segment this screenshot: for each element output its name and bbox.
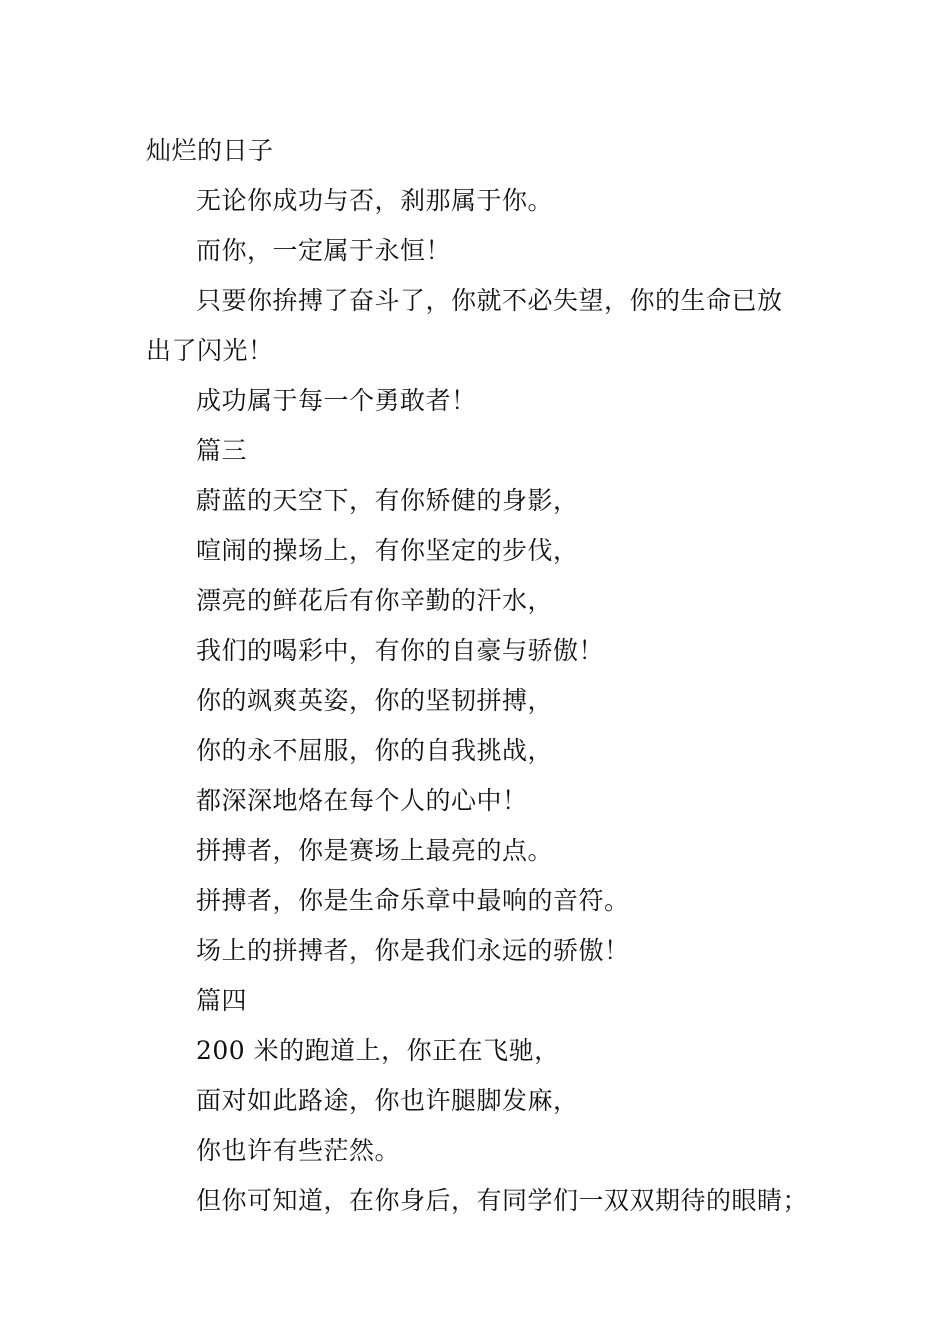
text-line: 蔚蓝的天空下，有你矫健的身影，: [196, 486, 579, 515]
text-line: 我们的喝彩中，有你的自豪与骄傲！: [196, 636, 605, 665]
text-line: 成功属于每一个勇敢者！: [196, 386, 477, 415]
document-body: [146, 126, 816, 1226]
text-line-title: 灿烂的日子: [146, 136, 274, 165]
section-heading: 篇四: [196, 986, 248, 1015]
text-line: 喧闹的操场上，有你坚定的步伐，: [196, 536, 579, 565]
text-line: 你的永不屈服，你的自我挑战，: [196, 736, 554, 765]
text-line: 无论你成功与否，刹那属于你。: [196, 186, 554, 215]
text-line: 场上的拼搏者，你是我们永远的骄傲！: [196, 936, 630, 965]
text-line: 你的飒爽英姿，你的坚韧拼搏，: [196, 686, 554, 715]
text-line-continuation: 出了闪光！: [146, 336, 274, 365]
text-line: 都深深地烙在每个人的心中！: [196, 786, 528, 815]
text-line: 只要你拚搏了奋斗了，你就不必失望，你的生命已放: [196, 286, 783, 315]
text-line: 但你可知道，在你身后，有同学们一双双期待的眼睛；: [196, 1186, 809, 1215]
text-line: 200 米的跑道上，你正在飞驰，: [196, 1036, 560, 1065]
text-line: 拼搏者，你是生命乐章中最响的音符。: [196, 886, 630, 915]
text-line: 漂亮的鲜花后有你辛勤的汗水，: [196, 586, 554, 615]
text-line: 而你，一定属于永恒！: [196, 236, 452, 265]
text-line: 你也许有些茫然。: [196, 1136, 401, 1165]
section-heading: 篇三: [196, 436, 248, 465]
text-line: 拼搏者，你是赛场上最亮的点。: [196, 836, 554, 865]
text-line: 面对如此路途，你也许腿脚发麻，: [196, 1086, 579, 1115]
